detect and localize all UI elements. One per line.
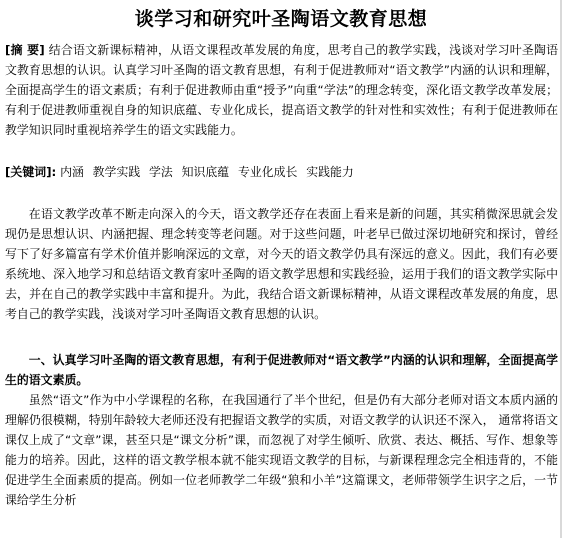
keyword-item: 知识底蕴 [181,165,230,179]
section-paragraph: 虽然“语文”作为中小学课程的名称，在我国通行了半个世纪，但是仍有大部分老师对语文本质内涵的理解仍很模糊，特别年龄较大老师还没有把握语文教学的实质，对语文教学的认识还不深入， 通常将语文课仅上成了“文章”课，甚至只是“课文分析”课，而忽视了对学生倾听、欣赏、表达、概括、写作、想象等能力的培养。因此，这样的语文教学根本就不能实现语文教学的目标，与新课程理念完全相违背的，不能促进学生全面素质的提高。例如一位老师教学二年级“狼和小羊”这篇课文，老师带领学生识字之后，一节课给学生分析 [5,393,558,507]
keywords-label: [关键词]: [5,165,57,179]
intro-paragraph: 在语文教学改革不断走向深入的今天，语文教学还存在表面上看来是新的问题，其实稍微深思就会发现仍是思想认识、内涵把握、理念转变等老问题。对于这些问题，叶老早已做过深切地研究和探讨，曾经写下了好多篇富有学术价值并影响深远的文章，对今天的语文教学仍具有深远的意义。因此，我们有必要系统地、深入地学习和总结语文教育家叶圣陶的语文教学思想和实践经验，运用于我们的语文教学实际中去，并在自己的教学实践中丰富和提升。为此，我结合语文新课标精神，从语文课程改革发展的角度，思考自己的教学实践，浅谈对学习叶圣陶语文教育思想的认识。 [5,207,558,321]
keyword-item: 专业化成长 [237,165,298,179]
keyword-item: 教学实践 [92,165,141,179]
keyword-item: 内涵 [60,165,84,179]
keyword-item: 实践能力 [306,165,354,179]
keyword-item: 学法 [149,165,173,179]
abstract-label: [摘 要] [5,43,45,57]
document-title: 谈学习和研究叶圣陶语文教育思想 [134,8,428,30]
keywords-line [5,162,558,182]
section-heading: 一、认真学习叶圣陶的语文教育思想，有利于促进教师对“语文教学”内涵的认识和理解，全面提高学生的语文素质。 [5,353,558,387]
abstract-text: 结合语文新课标精神，从语文课程改革发展的角度，思考自己的教学实践，浅谈对学习叶圣陶语文教育思想的认识。认真学习叶圣陶的语文教育思想，有利于促进教师对“语文教学”内涵的认识和理解，全面提高学生的语文素质；有利于促进教师由重“授予”向重“学法”的理念转变，深化语文教学改革发展；有利于促进教师重视自身的知识底蕴、专业化成长，提高语文教学的针对性和实效性；有利于促进教师在教学知识同时重视培养学生的语文实践能力。 [5,43,558,137]
abstract-paragraph [5,40,558,140]
